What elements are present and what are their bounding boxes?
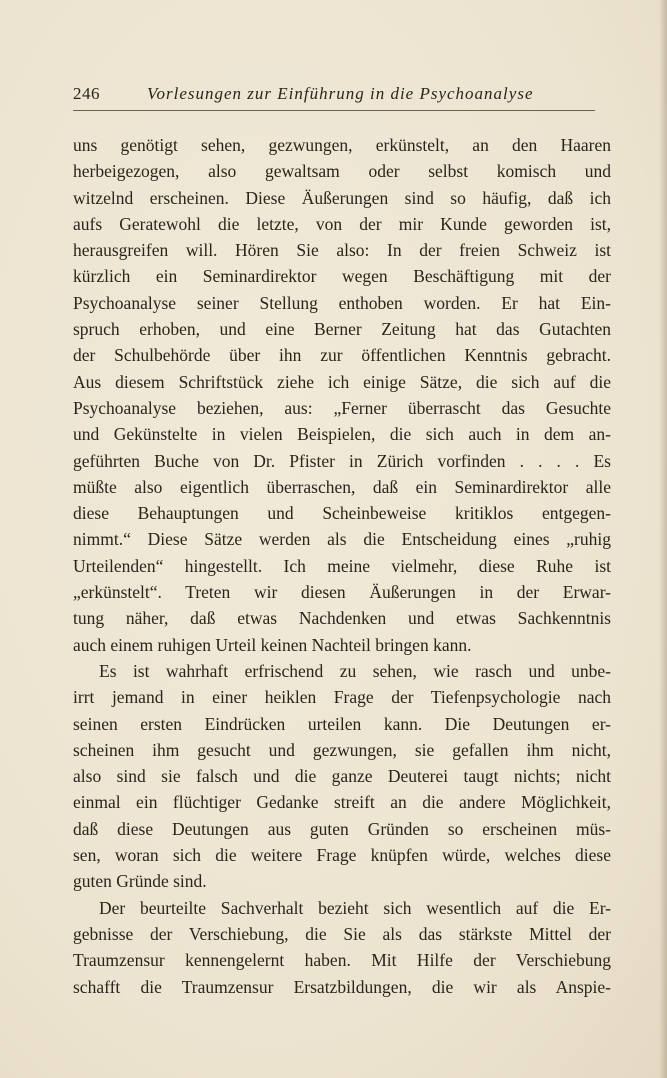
running-head [73,80,595,111]
text-line: herausgreifen will. Hören Sie also: In der freien Schweiz ist [73,240,611,261]
text-line: Psychoanalyse seiner Stellung enthoben worden. Er hat Ein- [73,292,611,313]
text-line: irrt jemand in einer heiklen Frage der Tiefenpsychologie nach [73,687,611,708]
paragraph-3 [73,895,611,1000]
text-line: herbeigezogen, also gewaltsam oder selbst komisch und [73,161,611,182]
page-edge-shadow [659,0,667,1078]
text-line: Es ist wahrhaft erfrischend zu sehen, wie rasch und unbe- [99,660,611,681]
text-line: spruch erhoben, und eine Berner Zeitung hat das Gutachten [73,319,611,340]
text-line: schafft die Traumzensur Ersatzbildungen, die wir als Anspie- [73,976,611,997]
body-text [73,132,611,1000]
text-line: Urteilenden“ hingestellt. Ich meine vielmehr, diese Ruhe ist [73,555,611,576]
text-line: Aus diesem Schriftstück ziehe ich einige Sätze, die sich auf die [73,371,611,392]
text-line: seinen ersten Eindrücken urteilen kann. Die Deutungen er- [73,713,611,734]
text-line: einmal ein flüchtiger Gedanke streift an die andere Möglichkeit, [73,792,611,813]
text-line: gebnisse der Verschiebung, die Sie als das stärkste Mittel der [73,923,611,944]
text-line: aufs Geratewohl die letzte, von der mir Kunde geworden ist, [73,213,611,234]
text-line: daß diese Deutungen aus guten Gründen so erscheinen müs- [73,818,611,839]
text-line: geführten Buche von Dr. Pfister in Zürich vorfinden . . . . Es [73,450,611,471]
page-number: 246 [73,84,100,103]
text-line: müßte also eigentlich überraschen, daß ein Seminardirektor alle [73,476,611,497]
text-line: Der beurteilte Sachverhalt bezieht sich wesentlich auf die Er- [99,897,611,918]
text-line: guten Gründe sind. [73,871,207,892]
text-line: Traumzensur kennengelernt haben. Mit Hilfe der Verschiebung [73,950,611,971]
text-line: der Schulbehörde über ihn zur öffentlichen Kenntnis gebracht. [73,345,611,366]
text-line: also sind sie falsch und die ganze Deuterei taugt nichts; nicht [73,766,611,787]
text-line: „erkünstelt“. Treten wir diesen Äußerungen in der Erwar- [73,582,611,603]
text-line: witzelnd erscheinen. Diese Äußerungen sind so häufig, daß ich [73,187,611,208]
text-line: und Gekünstelte in vielen Beispielen, die sich auch in dem an- [73,424,611,445]
text-line: Psychoanalyse beziehen, aus: „Ferner überrascht das Gesuchte [73,397,611,418]
text-line: scheinen ihm gesucht und gezwungen, sie gefallen ihm nicht, [73,739,611,760]
text-line: uns genötigt sehen, gezwungen, erkünstelt, an den Haaren [73,135,611,155]
text-line: sen, woran sich die weitere Frage knüpfen würde, welches diese [73,845,611,866]
running-title: Vorlesungen zur Einführung in die Psychoanalyse [147,84,534,103]
text-line: auch einem ruhigen Urteil keinen Nachteil bringen kann. [73,634,472,655]
paragraph-2 [73,658,611,895]
paragraph-1 [73,132,611,658]
text-line: diese Behauptungen und Scheinbeweise kritiklos entgegen- [73,503,611,524]
text-line: tung näher, daß etwas Nachdenken und etwas Sachkenntnis [73,608,611,629]
text-line: nimmt.“ Diese Sätze werden als die Entscheidung eines „ruhig [73,529,611,550]
text-line: kürzlich ein Seminardirektor wegen Beschäftigung mit der [73,266,611,287]
